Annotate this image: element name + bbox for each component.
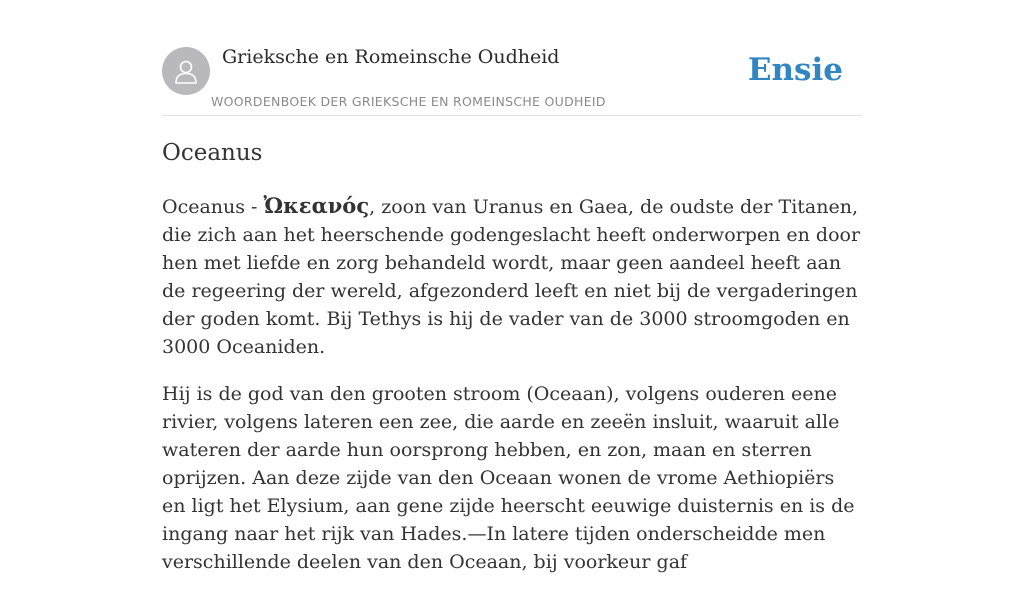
source-title[interactable]: Grieksche en Romeinsche Oudheid bbox=[222, 46, 560, 68]
ensie-logo[interactable]: Ensie bbox=[747, 52, 843, 88]
entry-paragraph-1 bbox=[162, 192, 862, 361]
source-subtitle[interactable]: WOORDENBOEK DER GRIEKSCHE EN ROMEINSCHE OUDHEID bbox=[211, 94, 606, 109]
entry-title: Oceanus bbox=[162, 140, 263, 166]
greek-term: Ὠκεανός bbox=[263, 193, 370, 218]
entry-content bbox=[162, 192, 862, 595]
entry-paragraph-2: Hij is de god van den grooten stroom (Oceaan), volgens ouderen eene rivier, volgens lateren een zee, die aarde en zeeën insluit, waaruit alle wateren der aarde hun oorsprong hebben, en zon, maan en sterren oprijzen. Aan deze zijde van den Oceaan wonen de vrome Aethiopiërs en ligt het Elysium, aan gene zijde heerscht eeuwige duisternis en is de ingang naar het rijk van Hades.—In latere tijden onderscheidde men verschillende deelen van den Oceaan, bij voorkeur gaf bbox=[162, 383, 855, 573]
source-avatar[interactable] bbox=[162, 47, 210, 95]
entry-paragraph-1-text: , zoon van Uranus en Gaea, de oudste der Titanen, die zich aan het heerschende godengeslacht heeft onderworpen en door hen met liefde en zorg behandeld wordt, maar geen aandeel heeft aan de regeering der wereld, afgezonderd leeft en niet bij de vergaderingen der goden komt. Bij Tethys is hij de vader van de 3000 stroomgoden en 3000 Oceaniden. bbox=[162, 196, 861, 358]
entry-lead: Oceanus - bbox=[162, 196, 264, 218]
user-icon bbox=[172, 57, 200, 85]
source-header bbox=[162, 44, 862, 116]
